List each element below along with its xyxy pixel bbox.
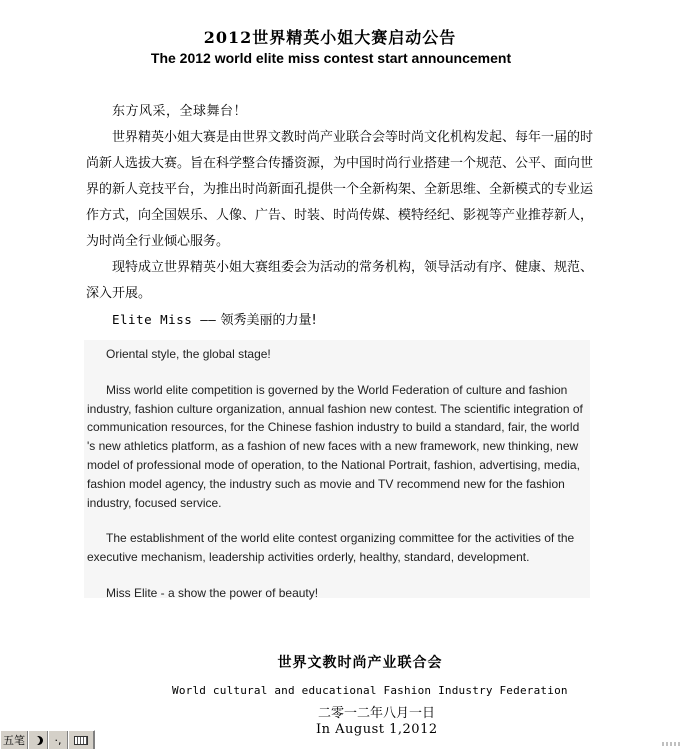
- title-english: The 2012 world elite miss contest start announcement: [150, 50, 512, 66]
- motto-chinese: 领秀美丽的力量!: [220, 313, 317, 328]
- english-slogan: Oriental style, the global stage!: [106, 347, 271, 361]
- moon-icon: [34, 736, 43, 745]
- organization-name-chinese: 世界文教时尚产业联合会: [277, 655, 443, 671]
- ime-toolbar: [0, 730, 95, 749]
- organization-name-english: World cultural and educational Fashion Industry Federation: [172, 684, 568, 697]
- ime-half-width-toggle[interactable]: [28, 731, 48, 749]
- ime-soft-keyboard-button[interactable]: [68, 731, 94, 749]
- english-paragraph-2: The establishment of the world elite contest organizing committee for the activities of the executive mechanism, leadership activities orderly, healthy, standard, development.: [87, 531, 575, 565]
- chinese-paragraph-2: 现特成立世界精英小姐大赛组委会为活动的常务机构，领导活动有序、健康、规范、深入开展。: [86, 260, 594, 301]
- chinese-paragraph-1: 世界精英小姐大赛是由世界文教时尚产业联合会等时尚文化机构发起、每年一届的时尚新人选拔大赛。旨在科学整合传播资源，为中国时尚行业搭建一个规范、公平、面向世界的新人竞技平台，为推出时尚新面孔提供一个全新构架、全新思维、全新模式的专业运作方式，向全国娱乐、人像、广告、时装、时尚传媒、模特经纪、影视等产业推荐新人，为时尚全行业倾心服务。: [86, 130, 594, 249]
- corner-dots-decoration: [662, 742, 680, 746]
- title-chinese: 2012世界精英小姐大赛启动公告: [203, 28, 457, 47]
- motto-english-prefix: Elite Miss ——: [112, 312, 217, 327]
- chinese-announcement-body: [86, 99, 594, 334]
- english-paragraph-1: Miss world elite competition is governed by the World Federation of culture and fashion industry, fashion culture organization, annual fashion new contest. The scientific integration of communication resources, for the Chinese fashion industry to build a standard, fair, the world 's new athletics platform, as a fashion of new faces with a new framework, new thinking, new model of professional mode of operation, to the National Portrait, fashion, advertising, media, fashion model agency, the industry such as movie and TV recommend new for the fashion industry, focused service.: [87, 382, 583, 510]
- english-motto: Miss Elite - a show the power of beauty!: [106, 585, 319, 600]
- chinese-motto-line: [86, 307, 594, 334]
- date-english: In August 1,2012: [316, 722, 438, 737]
- date-chinese: 二零一二年八月一日: [318, 706, 436, 721]
- ime-mode-button[interactable]: 五笔: [0, 731, 28, 749]
- ime-punctuation-toggle[interactable]: ·,: [48, 731, 68, 749]
- chinese-slogan: 东方风采，全球舞台！: [112, 104, 248, 119]
- keyboard-icon: [74, 736, 88, 745]
- english-translation-box: [84, 340, 590, 598]
